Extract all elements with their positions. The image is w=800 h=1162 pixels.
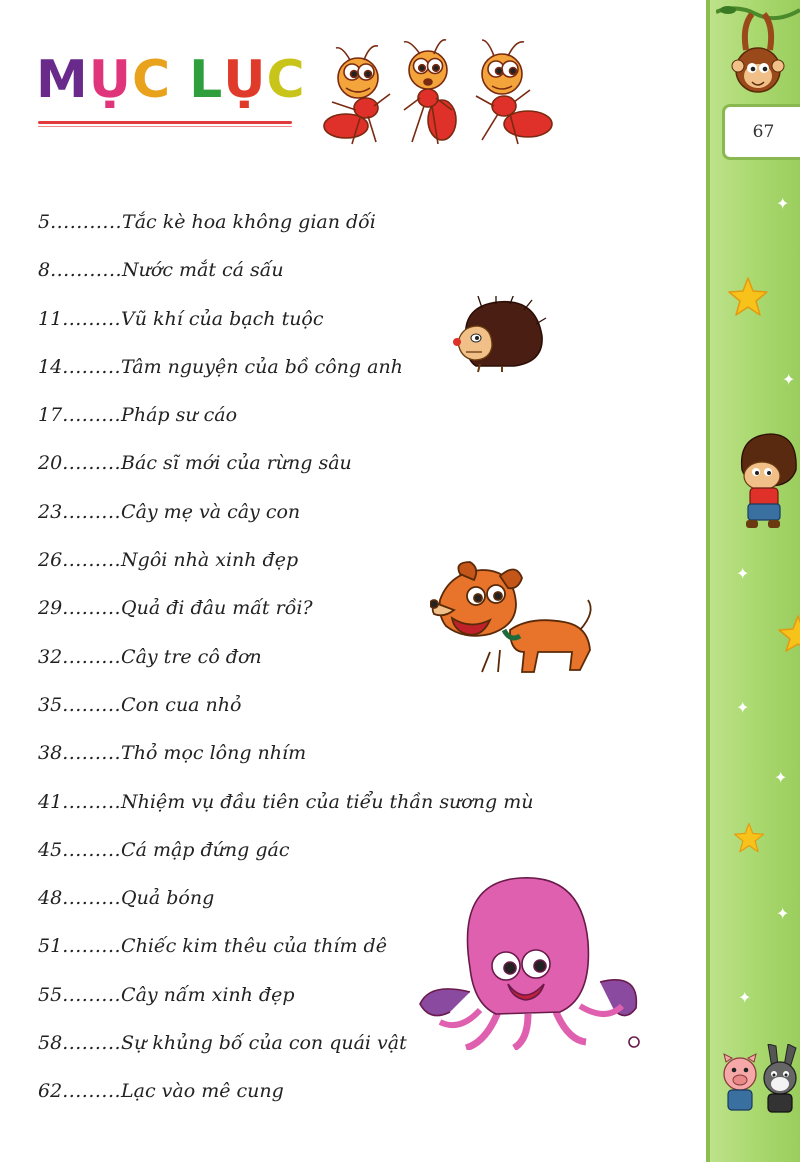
toc-page-number: 32 bbox=[38, 645, 63, 668]
monkey-icon bbox=[716, 0, 800, 104]
sparkle-icon: ✦ bbox=[736, 698, 750, 717]
toc-item bbox=[38, 826, 478, 874]
title-letter: M bbox=[36, 50, 89, 110]
toc-story-title: Cây tre cô đơn bbox=[121, 645, 262, 668]
toc-leader-dots: ......... bbox=[62, 549, 122, 572]
title-underline bbox=[38, 121, 292, 124]
toc-page-number: 5 bbox=[38, 211, 51, 233]
toc-leader-dots: ......... bbox=[62, 983, 122, 1006]
toc-leader-dots: ......... bbox=[62, 452, 122, 475]
toc-item bbox=[38, 1067, 478, 1115]
ant-icon bbox=[306, 34, 558, 150]
toc-leader-dots: ......... bbox=[62, 645, 122, 668]
toc-story-title: Pháp sư cáo bbox=[121, 404, 238, 427]
toc-leader-dots: ......... bbox=[62, 1080, 122, 1103]
toc-page-number: 20 bbox=[38, 452, 63, 475]
toc-item bbox=[38, 729, 478, 777]
toc-leader-dots: ......... bbox=[62, 693, 122, 716]
toc-item bbox=[38, 584, 478, 632]
toc-page-number: 17 bbox=[38, 404, 63, 427]
toc-leader-dots: ......... bbox=[62, 742, 122, 765]
toc-leader-dots: ......... bbox=[62, 307, 122, 330]
sparkle-icon: ✦ bbox=[736, 564, 750, 583]
octopus-icon bbox=[410, 872, 646, 1050]
toc-page-number: 23 bbox=[38, 500, 63, 523]
toc-item bbox=[38, 246, 478, 294]
toc-story-title: Nhiệm vụ đầu tiên của tiểu thần sương mù bbox=[121, 790, 534, 813]
title-letter: C bbox=[266, 50, 306, 110]
toc-item bbox=[38, 295, 478, 343]
sparkle-icon: ✦ bbox=[776, 904, 790, 923]
toc-page-number: 51 bbox=[38, 935, 63, 958]
toc-story-title: Thỏ mọc lông nhím bbox=[121, 742, 307, 765]
toc-story-title: Tắc kè hoa không gian dối bbox=[122, 211, 376, 233]
sparkle-icon: ✦ bbox=[774, 768, 788, 787]
toc-page-number: 35 bbox=[38, 693, 63, 716]
toc-page-number: 8 bbox=[38, 259, 51, 282]
star-icon bbox=[726, 276, 770, 318]
toc-page-number: 45 bbox=[38, 838, 63, 861]
toc-page-number: 11 bbox=[38, 307, 63, 330]
toc-story-title: Ngôi nhà xinh đẹp bbox=[121, 549, 299, 572]
title-letter: Ụ bbox=[88, 50, 132, 110]
toc-page-number: 55 bbox=[38, 983, 63, 1006]
hedgehog-kid-icon bbox=[730, 430, 800, 530]
toc-leader-dots: ........... bbox=[50, 259, 123, 282]
dog-icon bbox=[430, 560, 600, 676]
toc-leader-dots: ......... bbox=[62, 887, 122, 910]
toc-item bbox=[38, 536, 478, 584]
toc-item bbox=[38, 391, 478, 439]
toc-leader-dots: ......... bbox=[62, 404, 122, 427]
toc-page-number: 29 bbox=[38, 597, 63, 620]
toc-story-title: Quả đi đâu mất rồi? bbox=[121, 597, 313, 620]
pig-icon bbox=[718, 1052, 762, 1112]
toc-page-number: 41 bbox=[38, 790, 63, 813]
toc-leader-dots: ......... bbox=[62, 935, 122, 958]
toc-leader-dots: ......... bbox=[62, 355, 122, 378]
toc-leader-dots: ........... bbox=[50, 211, 123, 233]
star-icon bbox=[732, 822, 766, 854]
hedgehog-icon bbox=[452, 296, 548, 374]
toc-story-title: Sự khủng bố của con quái vật bbox=[121, 1032, 407, 1055]
toc-item bbox=[38, 343, 478, 391]
toc-item bbox=[38, 198, 478, 246]
toc-page-number: 48 bbox=[38, 887, 63, 910]
toc-item bbox=[38, 633, 478, 681]
toc-item bbox=[38, 778, 534, 826]
sparkle-icon: ✦ bbox=[782, 370, 796, 389]
toc-leader-dots: ......... bbox=[62, 1032, 122, 1055]
toc-item bbox=[38, 681, 478, 729]
page-number: 67 bbox=[722, 104, 800, 160]
toc-page-number: 38 bbox=[38, 742, 63, 765]
toc-story-title: Cây mẹ và cây con bbox=[121, 500, 301, 523]
star-icon bbox=[776, 614, 800, 652]
toc-story-title: Bác sĩ mới của rừng sâu bbox=[121, 452, 352, 475]
title-letter: Ụ bbox=[223, 50, 267, 110]
toc-story-title: Tâm nguyện của bồ công anh bbox=[121, 355, 403, 378]
toc-page-number: 14 bbox=[38, 355, 63, 378]
sparkle-icon: ✦ bbox=[776, 194, 790, 213]
toc-item bbox=[38, 488, 478, 536]
title-letter: L bbox=[189, 50, 224, 110]
toc-leader-dots: ......... bbox=[62, 838, 122, 861]
toc-story-title: Cây nấm xinh đẹp bbox=[121, 983, 295, 1006]
toc-story-title: Cá mập đứng gác bbox=[121, 838, 290, 861]
toc-item bbox=[38, 439, 478, 487]
decorative-sidebar bbox=[706, 0, 800, 1162]
sparkle-icon: ✦ bbox=[738, 988, 752, 1007]
toc-story-title: Con cua nhỏ bbox=[121, 693, 242, 716]
toc-page-number: 62 bbox=[38, 1080, 63, 1103]
page-title bbox=[36, 50, 306, 110]
toc-story-title: Quả bóng bbox=[121, 887, 215, 910]
toc-story-title: Lạc vào mê cung bbox=[121, 1080, 284, 1103]
rabbit-icon bbox=[758, 1044, 800, 1114]
toc-story-title: Chiếc kim thêu của thím dê bbox=[121, 935, 387, 958]
sidebar-edge bbox=[706, 0, 710, 1162]
toc-story-title: Nước mắt cá sấu bbox=[122, 259, 284, 282]
toc-story-title: Vũ khí của bạch tuộc bbox=[121, 307, 324, 330]
title-letter: C bbox=[131, 50, 172, 110]
toc-leader-dots: ......... bbox=[62, 790, 122, 813]
toc-page-number: 26 bbox=[38, 549, 63, 572]
toc-leader-dots: ......... bbox=[62, 500, 122, 523]
title-underline-thin bbox=[38, 126, 292, 127]
toc-leader-dots: ......... bbox=[62, 597, 122, 620]
toc-page-number: 58 bbox=[38, 1032, 63, 1055]
